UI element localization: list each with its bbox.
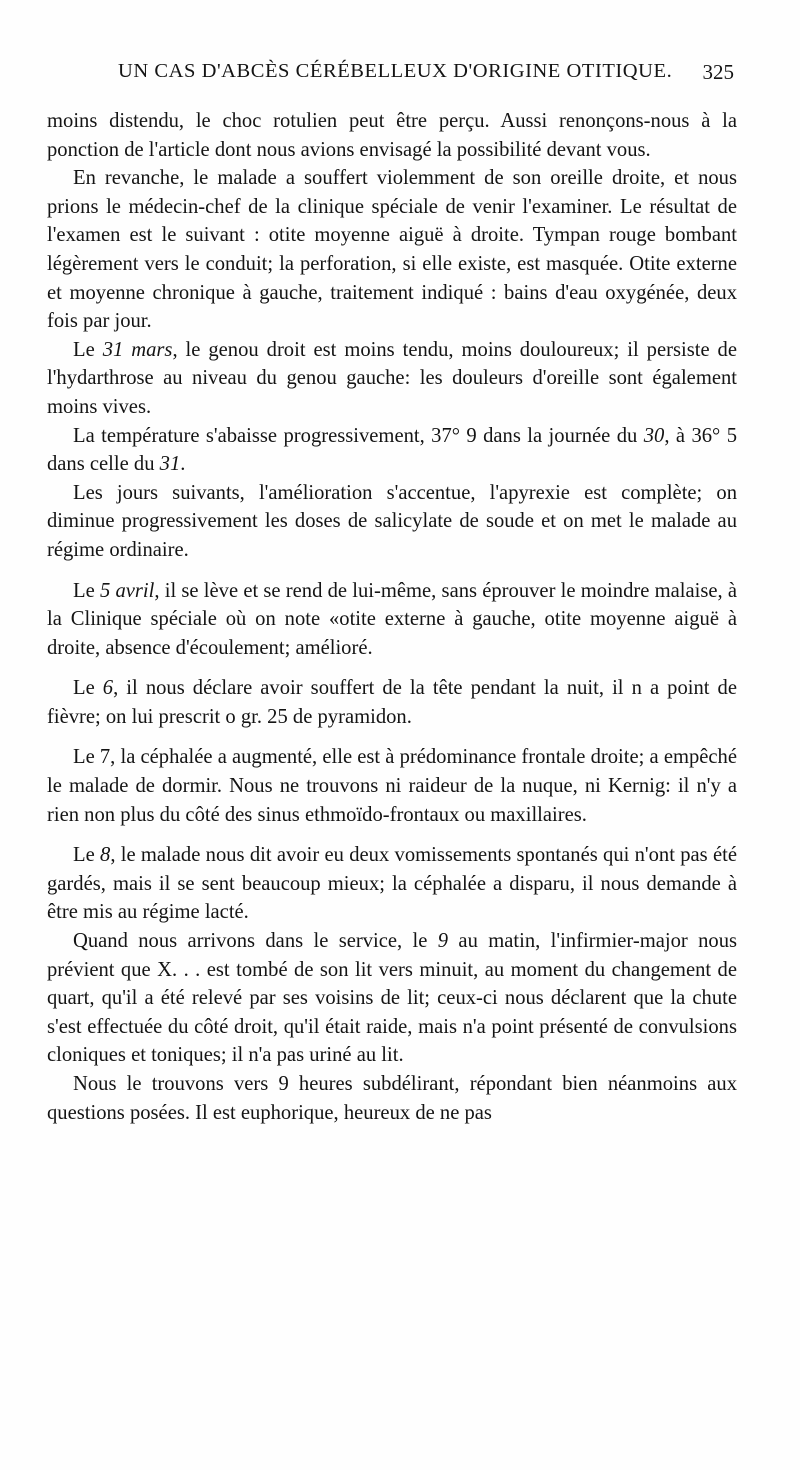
paragraph-text: Le: [73, 677, 103, 700]
paragraph-text: Les jours suivants, l'amélioration s'accentue, l'apyrexie est complète; on diminue progressivement les doses de salicylate de soude et on met le malade au régime ordinaire.: [47, 481, 737, 561]
date-italic: 30: [643, 424, 665, 447]
paragraph-text: Nous le trouvons vers 9 heures subdélirant, répondant bien néanmoins aux questions posées. Il est euphorique, heureux de ne pas: [47, 1073, 737, 1124]
date-italic: 31 mars: [102, 338, 173, 361]
paragraph-text: au matin, l'infirmier-major nous prévient que X. . . est tombé de son lit vers minuit, au moment du changement de quart, qu'il a été relevé par ses voisins de lit; ceux-ci nous déclarent que la chute s'est effectuée du côté droit, qu'il était raide, mais n'a point présenté de convulsions cloniques et toniques; il n'a pas uriné au lit.: [47, 930, 738, 1067]
body-text: [47, 107, 737, 1127]
paragraph-text: En revanche, le malade a souffert violemment de son oreille droite, et nous prions le médecin-chef de la clinique spéciale de venir l'examiner. Le résultat de l'examen est le suivant : otite moyenne aiguë à droite. Tympan rouge bombant légèrement vers le conduit; la perforation, si elle existe, est masquée. Otite externe et moyenne chronique à gauche, traitement indiqué : bains d'eau oxygénée, deux fois par jour.: [47, 167, 737, 333]
paragraph-text: , à 36° 5 dans celle du: [47, 424, 737, 476]
paragraph-7: [47, 674, 737, 731]
paragraph-text: La température s'abaisse progressivement, 37° 9 dans la journée du: [73, 424, 644, 447]
paragraph-8: [47, 743, 737, 829]
paragraph-4: [47, 422, 737, 479]
date-italic: 9: [437, 930, 449, 953]
page-number: 325: [702, 60, 734, 84]
paragraph-2: [47, 164, 737, 336]
paragraph-text: Le 7, la céphalée a augmenté, elle est à prédominance frontale droite; a empêché le malade de dormir. Nous ne trouvons ni raideur de la nuque, ni Kernig: il n'y a rien non plus du côté des sinus ethmoïdo-frontaux ou maxillaires.: [47, 746, 737, 826]
paragraph-11: [47, 1070, 737, 1127]
paragraph-text: , le malade nous dit avoir eu deux vomissements spontanés qui n'ont pas été gardés, mais il se sent beaucoup mieux; la céphalée a disparu, il nous demande à être mis au régime lacté.: [47, 844, 737, 924]
paragraph-text: , il nous déclare avoir souffert de la tête pendant la nuit, il n a point de fièvre; on lui prescrit o gr. 25 de pyramidon.: [47, 677, 737, 728]
paragraph-text: .: [180, 453, 186, 476]
paragraph-text: , le genou droit est moins tendu, moins douloureux; il persiste de l'hydarthrose au niveau du genou gauche: les douleurs d'oreille sont également moins vives.: [47, 338, 737, 418]
paragraph-9: [47, 841, 737, 927]
date-italic: 8: [100, 844, 111, 867]
running-header: [118, 60, 734, 90]
paragraph-text: Quand nous arrivons dans le service, le: [73, 930, 438, 953]
date-italic: 6: [102, 677, 114, 700]
paragraph-text: moins distendu, le choc rotulien peut être perçu. Aussi renonçons-nous à la ponction de l'article dont nous avions envisagé la possibilité devant vous.: [47, 110, 737, 161]
paragraph-6: [47, 577, 737, 663]
paragraph-3: [47, 336, 737, 422]
paragraph-text: Le: [73, 579, 100, 602]
paragraph-10: [47, 927, 737, 1070]
date-italic: 5 avril: [99, 579, 155, 602]
running-title: UN CAS D'ABCÈS CÉRÉBELLEUX D'ORIGINE OTITIQUE.: [118, 60, 673, 82]
paragraph-5: [47, 479, 737, 565]
paragraph-text: , il se lève et se rend de lui-même, sans éprouver le moindre malaise, à la Clinique spéciale où on note «otite externe à gauche, otite moyenne aiguë à droite, absence d'écoulement; amélioré.: [47, 579, 738, 659]
paragraph-text: Le: [73, 338, 103, 361]
paragraph-1: [47, 107, 737, 164]
paragraph-text: Le: [73, 844, 101, 867]
date-italic: 31: [159, 453, 181, 476]
